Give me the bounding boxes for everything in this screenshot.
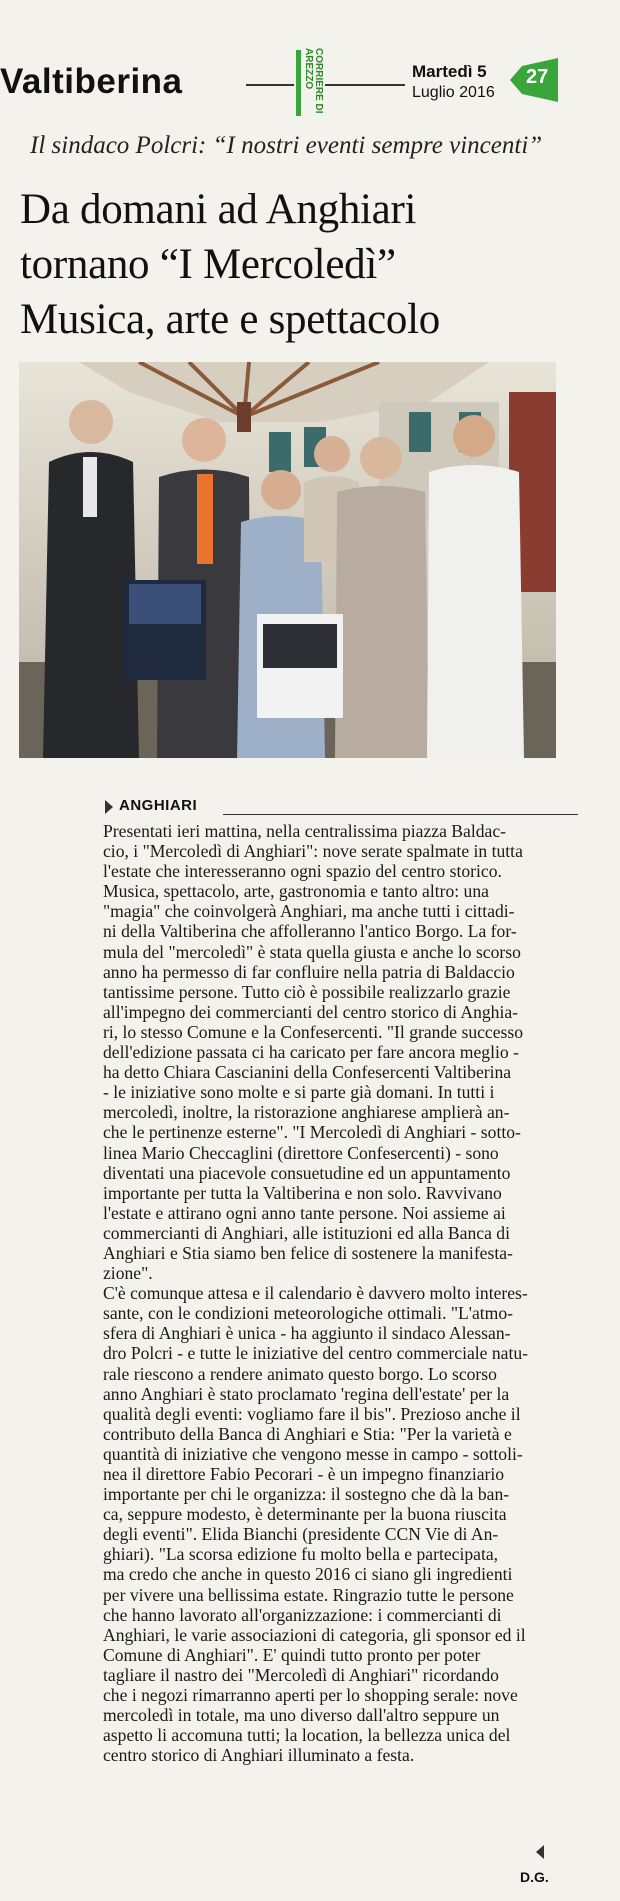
issue-date-day: Martedì 5 (412, 62, 487, 81)
article-text-line: sfera di Anghiari è unica - ha aggiunto il sindaco Alessan- (103, 1323, 511, 1344)
article-text-line: importante per chi le organizza: il sostegno che dà la ban- (103, 1484, 510, 1505)
issue-date-month-year: Luglio 2016 (412, 84, 495, 101)
article-text-line: l'estate che interesseranno ogni spazio del centro storico. (103, 861, 502, 882)
article-text-line: quantità di iniziative che vengono messe in campo - sottoli- (103, 1443, 523, 1464)
dateline-rule (223, 814, 578, 815)
headline-line: Musica, arte e spettacolo (20, 296, 440, 343)
page-header (0, 48, 620, 118)
article-text-line: ha detto Chiara Cascianini della Confesercenti Valtiberina (103, 1062, 512, 1083)
article-text-line: qualità degli eventi: vogliamo fare il bis". Prezioso anche il (103, 1403, 521, 1424)
article-photo (19, 362, 556, 758)
article-text-line: - le iniziative sono molte e si parte già domani. In tutti i (103, 1082, 495, 1103)
article-text-line: tagliare il nastro dei "Mercoledì di Anghiari" ricordando (103, 1664, 499, 1685)
headline-line: tornano “I Mercoledì” (20, 241, 396, 288)
article-text-line: tantissime persone. Tutto ciò è possibile realizzarlo grazie (103, 981, 511, 1002)
article-text-line: anno Anghiari è stato proclamato 'regina dell'estate' per la (103, 1383, 510, 1404)
article-text-line: Presentati ieri mattina, nella centralissima piazza Baldac- (103, 821, 507, 841)
article-text-line: Musica, spettacolo, arte, gastronomia e tanto altro: una (103, 881, 489, 902)
article-text-line: all'impegno dei commercianti del centro storico di Anghia- (103, 1001, 519, 1022)
newspaper-logo: CORRIERE DI AREZZO (303, 48, 324, 114)
article-text-line: aspetto li accomuna tutti; la location, la bellezza unica del (103, 1725, 511, 1746)
logo-bar (296, 50, 301, 116)
page-number: 27 (526, 66, 549, 88)
article-body (103, 797, 583, 1765)
article-text-line: ghiari). "La scorsa edizione fu molto bella e partecipata, (103, 1544, 499, 1565)
group-photo-image (19, 362, 556, 758)
article-text-line: dro Polcri - e tutte le iniziative del centro commerciale natu- (103, 1343, 529, 1364)
article-text-line: che le pertinenze esterne". "I Mercoledì di Anghiari - sotto- (103, 1122, 521, 1143)
dateline-arrow-icon (105, 800, 113, 814)
article-text (103, 821, 583, 1765)
article-text-line: l'estate e attirano ogni anno tante persone. Noi assieme ai (103, 1202, 506, 1223)
article-text-line: mula del "mercoledì" è stata quella giusta e anche lo scorso (103, 941, 521, 962)
article-text-line: anno ha permesso di far confluire nella patria di Baldaccio (103, 961, 515, 982)
article-text-line: Anghiari e Stia siamo ben felice di sostenere la manifesta- (103, 1242, 513, 1263)
article-text-line: importante per tutta la Valtiberina e non solo. Ravvivano (103, 1182, 502, 1203)
article-kicker: Il sindaco Polcri: “I nostri eventi sempre vincenti” (30, 132, 543, 159)
article-text-line: commercianti di Anghiari, alle istituzioni ed alla Banca di (103, 1222, 510, 1243)
article-text-line: mercoledì, inoltre, la ristorazione anghiarese amplierà an- (103, 1102, 510, 1123)
article-text-line: che i negozi rimarranno aperti per lo shopping serale: nove (103, 1685, 518, 1706)
dateline (103, 797, 583, 819)
section-title: Valtiberina (0, 62, 183, 101)
article-text-line: diventati una piacevole consuetudine ed un appuntamento (103, 1162, 511, 1183)
article-text-line: dell'edizione passata ci ha caricato per fare ancora meglio - (103, 1042, 519, 1063)
article-text-line: Anghiari, le varie associazioni di categoria, gli sponsor ed il (103, 1624, 526, 1645)
article-text-line: degli eventi". Elida Bianchi (presidente CCN Vie di An- (103, 1524, 499, 1545)
article-text-line: per vivere una bellissima estate. Ringrazio tutte le persone (103, 1584, 514, 1605)
end-of-article-arrow-icon (536, 1845, 544, 1859)
article-text-line: mercoledì in totale, ma uno diverso dall'altro seppure un (103, 1705, 500, 1726)
article-headline (20, 182, 580, 347)
article-text-line: cio, i "Mercoledì di Anghiari": nove serate spalmate in tutta (103, 841, 523, 862)
dateline-place: ANGHIARI (119, 797, 198, 814)
article-text-line: rale riescono a rendere animato questo borgo. Lo scorso (103, 1363, 497, 1384)
article-text-line: zione". (103, 1263, 153, 1284)
article-text-line: contributo della Banca di Anghiari e Stia: "Per la varietà e (103, 1423, 512, 1444)
article-text-line: ri, lo stesso Comune e la Confesercenti. "Il grande successo (103, 1021, 524, 1042)
header-rule-right (325, 84, 405, 86)
article-text-line: "magia" che coinvolgerà Anghiari, ma anche tutti i cittadi- (103, 901, 515, 922)
article-text-line: sante, con le condizioni meteorologiche ottimali. "L'atmo- (103, 1303, 513, 1324)
article-text-line: che hanno lavorato all'organizzazione: i commercianti di (103, 1604, 502, 1625)
header-rule-left (246, 84, 294, 86)
article-text-line: C'è comunque attesa e il calendario è davvero molto interes- (103, 1283, 528, 1304)
article-text-line: ma credo che anche in questo 2016 ci siano gli ingredienti (103, 1564, 513, 1585)
author-signature: D.G. (520, 1869, 549, 1885)
article-text-line: centro storico di Anghiari illuminato a festa. (103, 1745, 415, 1766)
article-text-line: nea il direttore Fabio Pecorari - è un impegno finanziario (103, 1464, 505, 1484)
article-text-line: ni della Valtiberina che affolleranno l'antico Borgo. La for- (103, 921, 517, 942)
article-text-line: linea Mario Checcaglini (direttore Confesercenti) - sono (103, 1142, 499, 1163)
article-text-line: Comune di Anghiari". E' quindi tutto pronto per poter (103, 1644, 481, 1665)
article-text-line: ca, seppure modesto, è determinante per la buona riuscita (103, 1504, 507, 1525)
headline-line: Da domani ad Anghiari (20, 186, 417, 233)
